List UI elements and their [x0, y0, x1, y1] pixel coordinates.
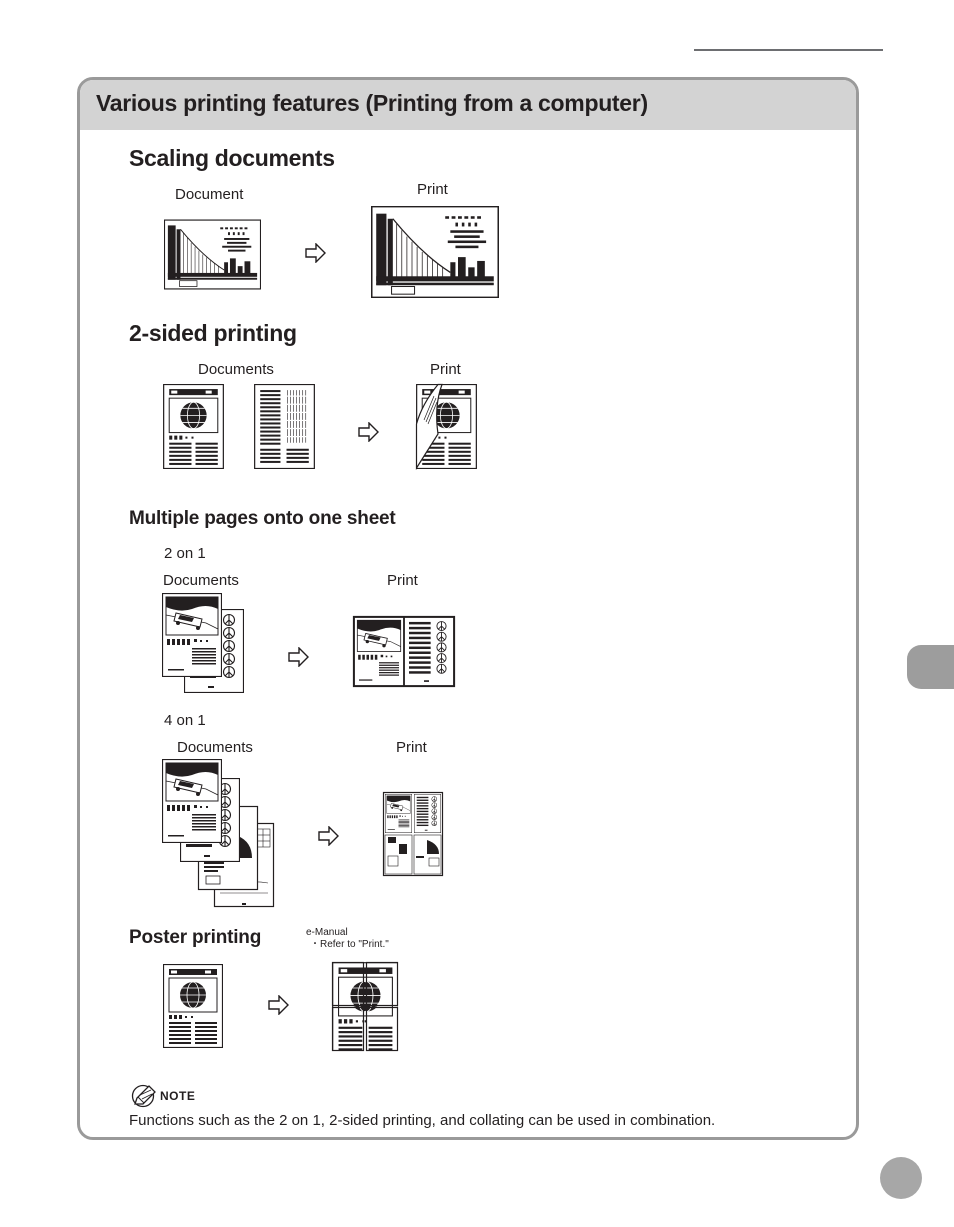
two-on-one-print-image: [353, 616, 455, 687]
four-on-one-documents-label: Documents: [177, 739, 253, 756]
multiple-heading: Multiple pages onto one sheet: [129, 508, 396, 529]
two-on-one-label: 2 on 1: [164, 545, 206, 562]
emanual-label: e-Manual: [306, 927, 348, 938]
header-rule: [694, 49, 883, 51]
scaling-print-image: [371, 206, 499, 298]
two-sided-heading: 2-sided printing: [129, 320, 297, 346]
panel-header: [80, 80, 856, 130]
four-on-one-print-label: Print: [396, 739, 427, 756]
two-sided-print-label: Print: [430, 361, 461, 378]
arrow-right-icon: [358, 422, 380, 442]
arrow-right-icon: [288, 647, 310, 667]
emanual-reference: ・Refer to "Print.": [310, 939, 389, 950]
arrow-right-icon: [268, 995, 290, 1015]
chapter-tab: [907, 645, 954, 689]
two-sided-doc-text: [254, 384, 315, 469]
two-sided-documents-label: Documents: [198, 361, 274, 378]
page-number-badge: [880, 1157, 922, 1199]
four-on-one-print-image: [383, 792, 443, 876]
four-on-one-doc-1: [162, 759, 222, 843]
note-text: Functions such as the 2 on 1, 2-sided printing, and collating can be used in combination.: [129, 1112, 716, 1129]
two-on-one-documents-label: Documents: [163, 572, 239, 589]
scaling-document-label: Document: [175, 186, 244, 203]
two-on-one-doc-front: [162, 593, 222, 677]
two-sided-print-image: [416, 384, 477, 469]
poster-print-image: [332, 962, 398, 1051]
page-title: Various printing features (Printing from a computer): [96, 90, 648, 116]
arrow-right-icon: [318, 826, 340, 846]
scaling-document-image: [164, 219, 261, 290]
poster-document-image: [163, 964, 223, 1048]
arrow-right-icon: [305, 243, 327, 263]
note-pencil-icon: [131, 1085, 157, 1107]
two-sided-doc-globe: [163, 384, 224, 469]
scaling-print-label: Print: [417, 181, 448, 198]
poster-heading: Poster printing: [129, 927, 262, 948]
two-on-one-print-label: Print: [387, 572, 418, 589]
scaling-heading: Scaling documents: [129, 145, 335, 171]
note-label: NOTE: [160, 1089, 196, 1103]
four-on-one-label: 4 on 1: [164, 712, 206, 729]
